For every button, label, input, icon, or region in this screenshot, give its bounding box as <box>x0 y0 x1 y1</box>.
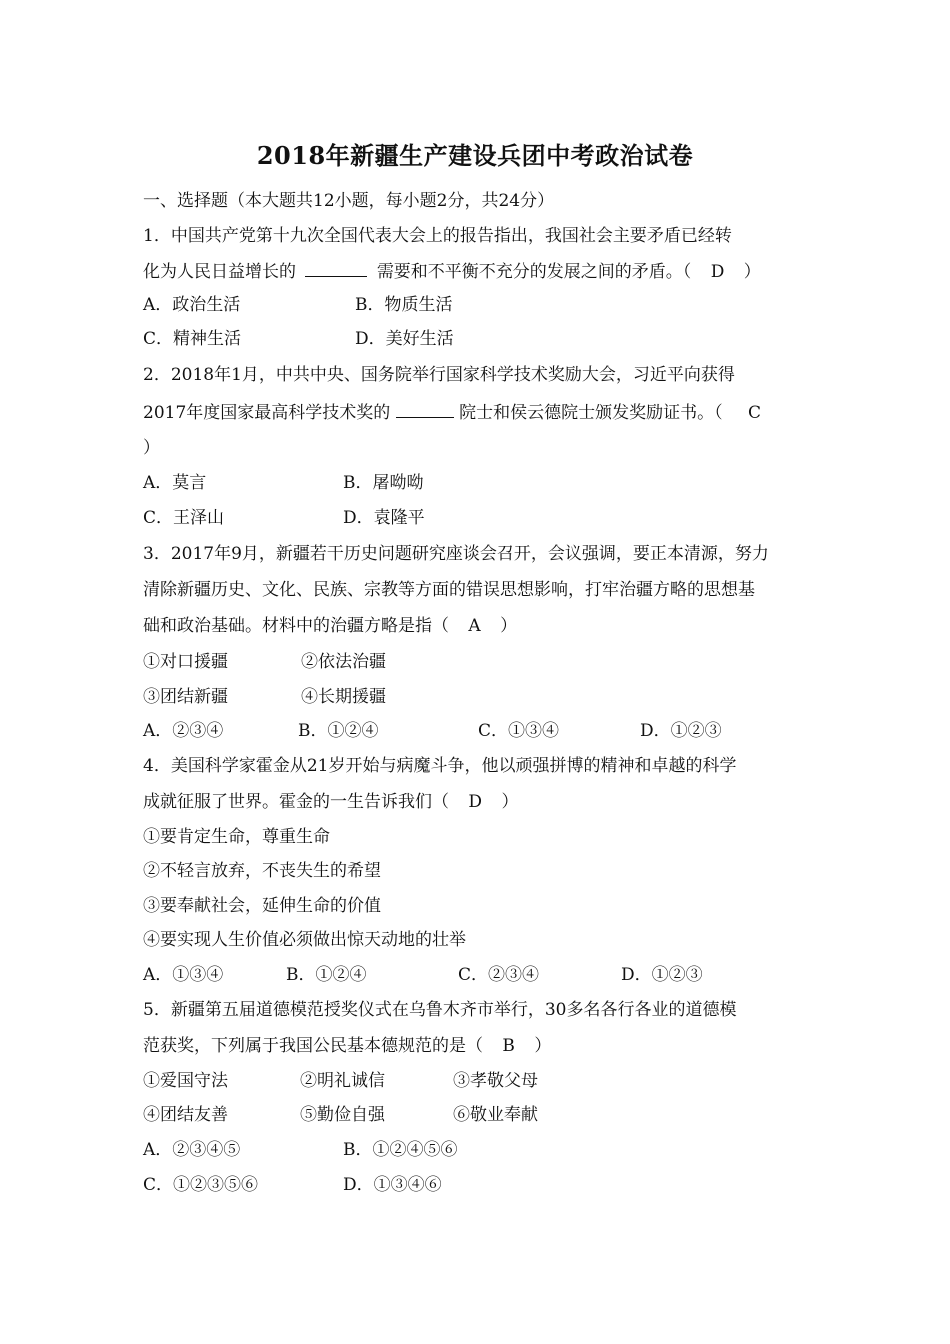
q4-item-1: ①要肯定生命，尊重生命 <box>143 827 330 847</box>
q3-item-4: ④长期援疆 <box>301 687 386 707</box>
q1-answer-blank <box>305 258 367 277</box>
section-header: 一、选择题（本大题共12小题，每小题2分，共24分） <box>143 191 555 211</box>
q2-text-pre: 2017年度国家最高科学技术奖的 <box>143 403 391 423</box>
q2-answer: C <box>747 403 761 423</box>
q1-option-a: A．政治生活 <box>143 295 241 315</box>
q5-item-2: ②明礼诚信 <box>300 1071 385 1091</box>
q1-option-c: C．精神生活 <box>143 329 242 349</box>
q3-item-2: ②依法治疆 <box>301 652 386 672</box>
q1-answer: D <box>710 262 725 282</box>
q3-option-b: B．①②④ <box>298 721 379 741</box>
q5-item-row-2 <box>143 1103 538 1127</box>
q2-option-a: A．莫言 <box>143 473 207 493</box>
q3-option-a: A．②③④ <box>143 721 224 741</box>
q5-text-line1: 5．新疆第五届道德模范授奖仪式在乌鲁木齐市举行，30多名各行各业的道德模 <box>143 1000 737 1020</box>
q2-text-line2 <box>143 399 761 425</box>
q5-item-1: ①爱国守法 <box>143 1071 228 1091</box>
q1-text-pre: 化为人民日益增长的 <box>143 262 296 282</box>
q5-text-pre: 范获奖，下列属于我国公民基本德规范的是（ <box>143 1036 483 1056</box>
q3-item-1: ①对口援疆 <box>143 652 228 672</box>
page-title: 2018年新疆生产建设兵团中考政治试卷 <box>256 141 694 170</box>
q2-option-row-1 <box>143 471 424 495</box>
q5-option-row-2 <box>143 1173 442 1197</box>
q2-answer-blank <box>396 399 454 418</box>
q4-item-2: ②不轻言放弃，不丧失生的希望 <box>143 861 381 881</box>
q4-text-line2 <box>143 790 518 814</box>
q4-text-pre: 成就征服了世界。霍金的一生告诉我们（ <box>143 792 449 812</box>
q4-close-paren: ） <box>501 792 519 812</box>
q3-text-line1: 3．2017年9月，新疆若干历史问题研究座谈会召开，会议强调，要正本清源，努力 <box>143 544 769 564</box>
q3-answer: A <box>468 616 481 636</box>
q2-option-c: C．王泽山 <box>143 508 225 528</box>
q1-text-post: 需要和不平衡不充分的发展之间的矛盾。（ <box>376 262 692 282</box>
q3-option-d: D．①②③ <box>640 721 722 741</box>
q4-option-d: D．①②③ <box>621 965 703 985</box>
q5-close-paren: ） <box>534 1036 552 1056</box>
q4-item-4: ④要实现人生价值必须做出惊天动地的壮举 <box>143 930 466 950</box>
q1-text-line1: 1．中国共产党第十九次全国代表大会上的报告指出，我国社会主要矛盾已经转 <box>143 226 732 246</box>
q2-option-row-2 <box>143 506 425 530</box>
q5-item-5: ⑤勤俭自强 <box>300 1105 385 1125</box>
q1-close-paren: ） <box>743 262 761 282</box>
q3-item-3: ③团结新疆 <box>143 687 228 707</box>
q4-text-line1: 4．美国科学家霍金从21岁开始与病魔斗争，他以顽强拼博的精神和卓越的科学 <box>143 756 737 776</box>
q1-option-row-2 <box>143 327 454 351</box>
q3-text-pre: 础和政治基础。材料中的治疆方略是指（ <box>143 616 449 636</box>
q2-option-d: D．袁隆平 <box>343 508 425 528</box>
q3-option-c: C．①③④ <box>478 721 560 741</box>
q4-answer: D <box>468 792 483 812</box>
q1-option-d: D．美好生活 <box>355 329 454 349</box>
q4-option-c: C．②③④ <box>458 965 540 985</box>
q1-text-line2 <box>143 258 761 284</box>
q2-option-b: B．屠呦呦 <box>343 473 424 493</box>
q2-text-post: 院士和侯云德院士颁发奖励证书。（ <box>459 403 723 423</box>
q5-item-6: ⑥敬业奉献 <box>453 1105 538 1125</box>
q4-option-b: B．①②④ <box>286 965 367 985</box>
q1-option-b: B．物质生活 <box>355 295 453 315</box>
q3-item-row-1 <box>143 650 386 674</box>
q1-option-row-1 <box>143 293 453 317</box>
q3-text-line3 <box>143 614 517 638</box>
q2-text-line1: 2．2018年1月，中共中央、国务院举行国家科学技术奖励大会，习近平向获得 <box>143 365 735 385</box>
q5-option-b: B．①②④⑤⑥ <box>343 1140 458 1160</box>
q5-item-row-1 <box>143 1069 538 1093</box>
q2-close-paren: ） <box>143 438 160 458</box>
q5-option-d: D．①③④⑥ <box>343 1175 442 1195</box>
q5-answer: B <box>502 1036 515 1056</box>
q5-item-3: ③孝敬父母 <box>453 1071 538 1091</box>
q4-item-3: ③要奉献社会，延伸生命的价值 <box>143 896 381 916</box>
q5-option-c: C．①②③⑤⑥ <box>143 1175 259 1195</box>
q3-text-line2: 清除新疆历史、文化、民族、宗教等方面的错误思想影响，打牢治疆方略的思想基 <box>143 580 755 600</box>
q5-item-4: ④团结友善 <box>143 1105 228 1125</box>
q4-option-a: A．①③④ <box>143 965 224 985</box>
q5-text-line2 <box>143 1034 551 1058</box>
q4-option-row <box>143 963 703 987</box>
q5-option-row-1 <box>143 1138 458 1162</box>
q5-option-a: A．②③④⑤ <box>143 1140 241 1160</box>
q3-close-paren: ） <box>500 616 518 636</box>
q3-option-row <box>143 719 722 743</box>
q3-item-row-2 <box>143 685 386 709</box>
